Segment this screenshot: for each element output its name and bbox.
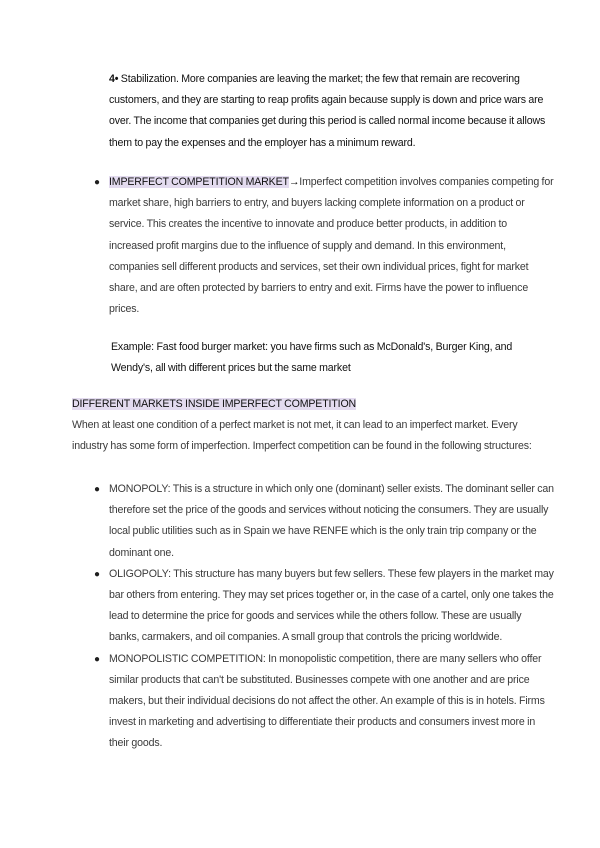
imperfect-market-item xyxy=(94,172,554,320)
monopoly-text: MONOPOLY: This is a structure in which only one (dominant) seller exists. The dominant seller can therefore set the price of the goods and services without noticing the consumers. They are usually local public utilities such as in Spain we have RENFE which is the only train trip company or the dominant one. xyxy=(109,483,554,559)
bullet-icon: ● xyxy=(94,653,100,665)
bullet-icon: ● xyxy=(94,568,100,580)
arrow-icon: → xyxy=(288,176,300,188)
bullet-icon: ● xyxy=(94,177,100,188)
stabilization-paragraph xyxy=(109,69,549,154)
section-intro: When at least one condition of a perfect market is not met, it can lead to an imperfect market. Every industry has some form of imperfection. Imperfect competition can be found in the following structures: xyxy=(72,419,532,453)
stage-number: 4• xyxy=(109,73,121,85)
imperfect-market-text: Imperfect competition involves companies competing for market share, high barriers to entry, and buyers lacking complete information on a product or service. This creates the incentive to innovate and produce better products, in addition to increased profit margins due to the influence of supply and demand. In this environment, companies sell different products and services, set their own individual prices, fight for market share, and are often protected by barriers to entry and exit. Firms have the power to influence prices. xyxy=(109,176,554,316)
list-item-monopolistic-competition xyxy=(94,649,554,755)
monopolistic-competition-text: MONOPOLISTIC COMPETITION: In monopolistic competition, there are many sellers who offer similar products that can't be substituted. Businesses compete with one another and are price makers, but their individual decisions do not affect the other. An example of this is in hotels. Firms invest in marketing and advertising to differentiate their products and consumers invest more in their goods. xyxy=(109,652,545,750)
bullet-icon: ● xyxy=(94,484,100,495)
section-heading xyxy=(72,394,356,415)
stabilization-text: Stabilization. More companies are leaving the market; the few that remain are recovering customers, and they are starting to reap profits again because supply is down and price wars are over. The income that companies get during this period is called normal income because it allows them to pay the expenses and the employer has a minimum reward. xyxy=(109,73,546,149)
section-heading-text: DIFFERENT MARKETS INSIDE IMPERFECT COMPETITION xyxy=(72,398,357,410)
imperfect-market-title: IMPERFECT COMPETITION MARKET xyxy=(109,176,289,188)
example-paragraph: Example: Fast food burger market: you have firms such as McDonald's, Burger King, and Wendy's, all with different prices but the same market xyxy=(111,341,513,375)
oligopoly-text: OLIGOPOLY: This structure has many buyers but few sellers. These few players in the market may bar others from entering. They may set prices together or, in the case of a cartel, only one takes the lead to determine the price for goods and services while the others follow. These are usually banks, carmakers, and oil companies. A small group that controls the pricing worldwide. xyxy=(109,567,554,644)
market-structures-list xyxy=(94,479,554,755)
list-item-monopoly xyxy=(94,479,554,564)
list-item-oligopoly xyxy=(94,564,554,649)
